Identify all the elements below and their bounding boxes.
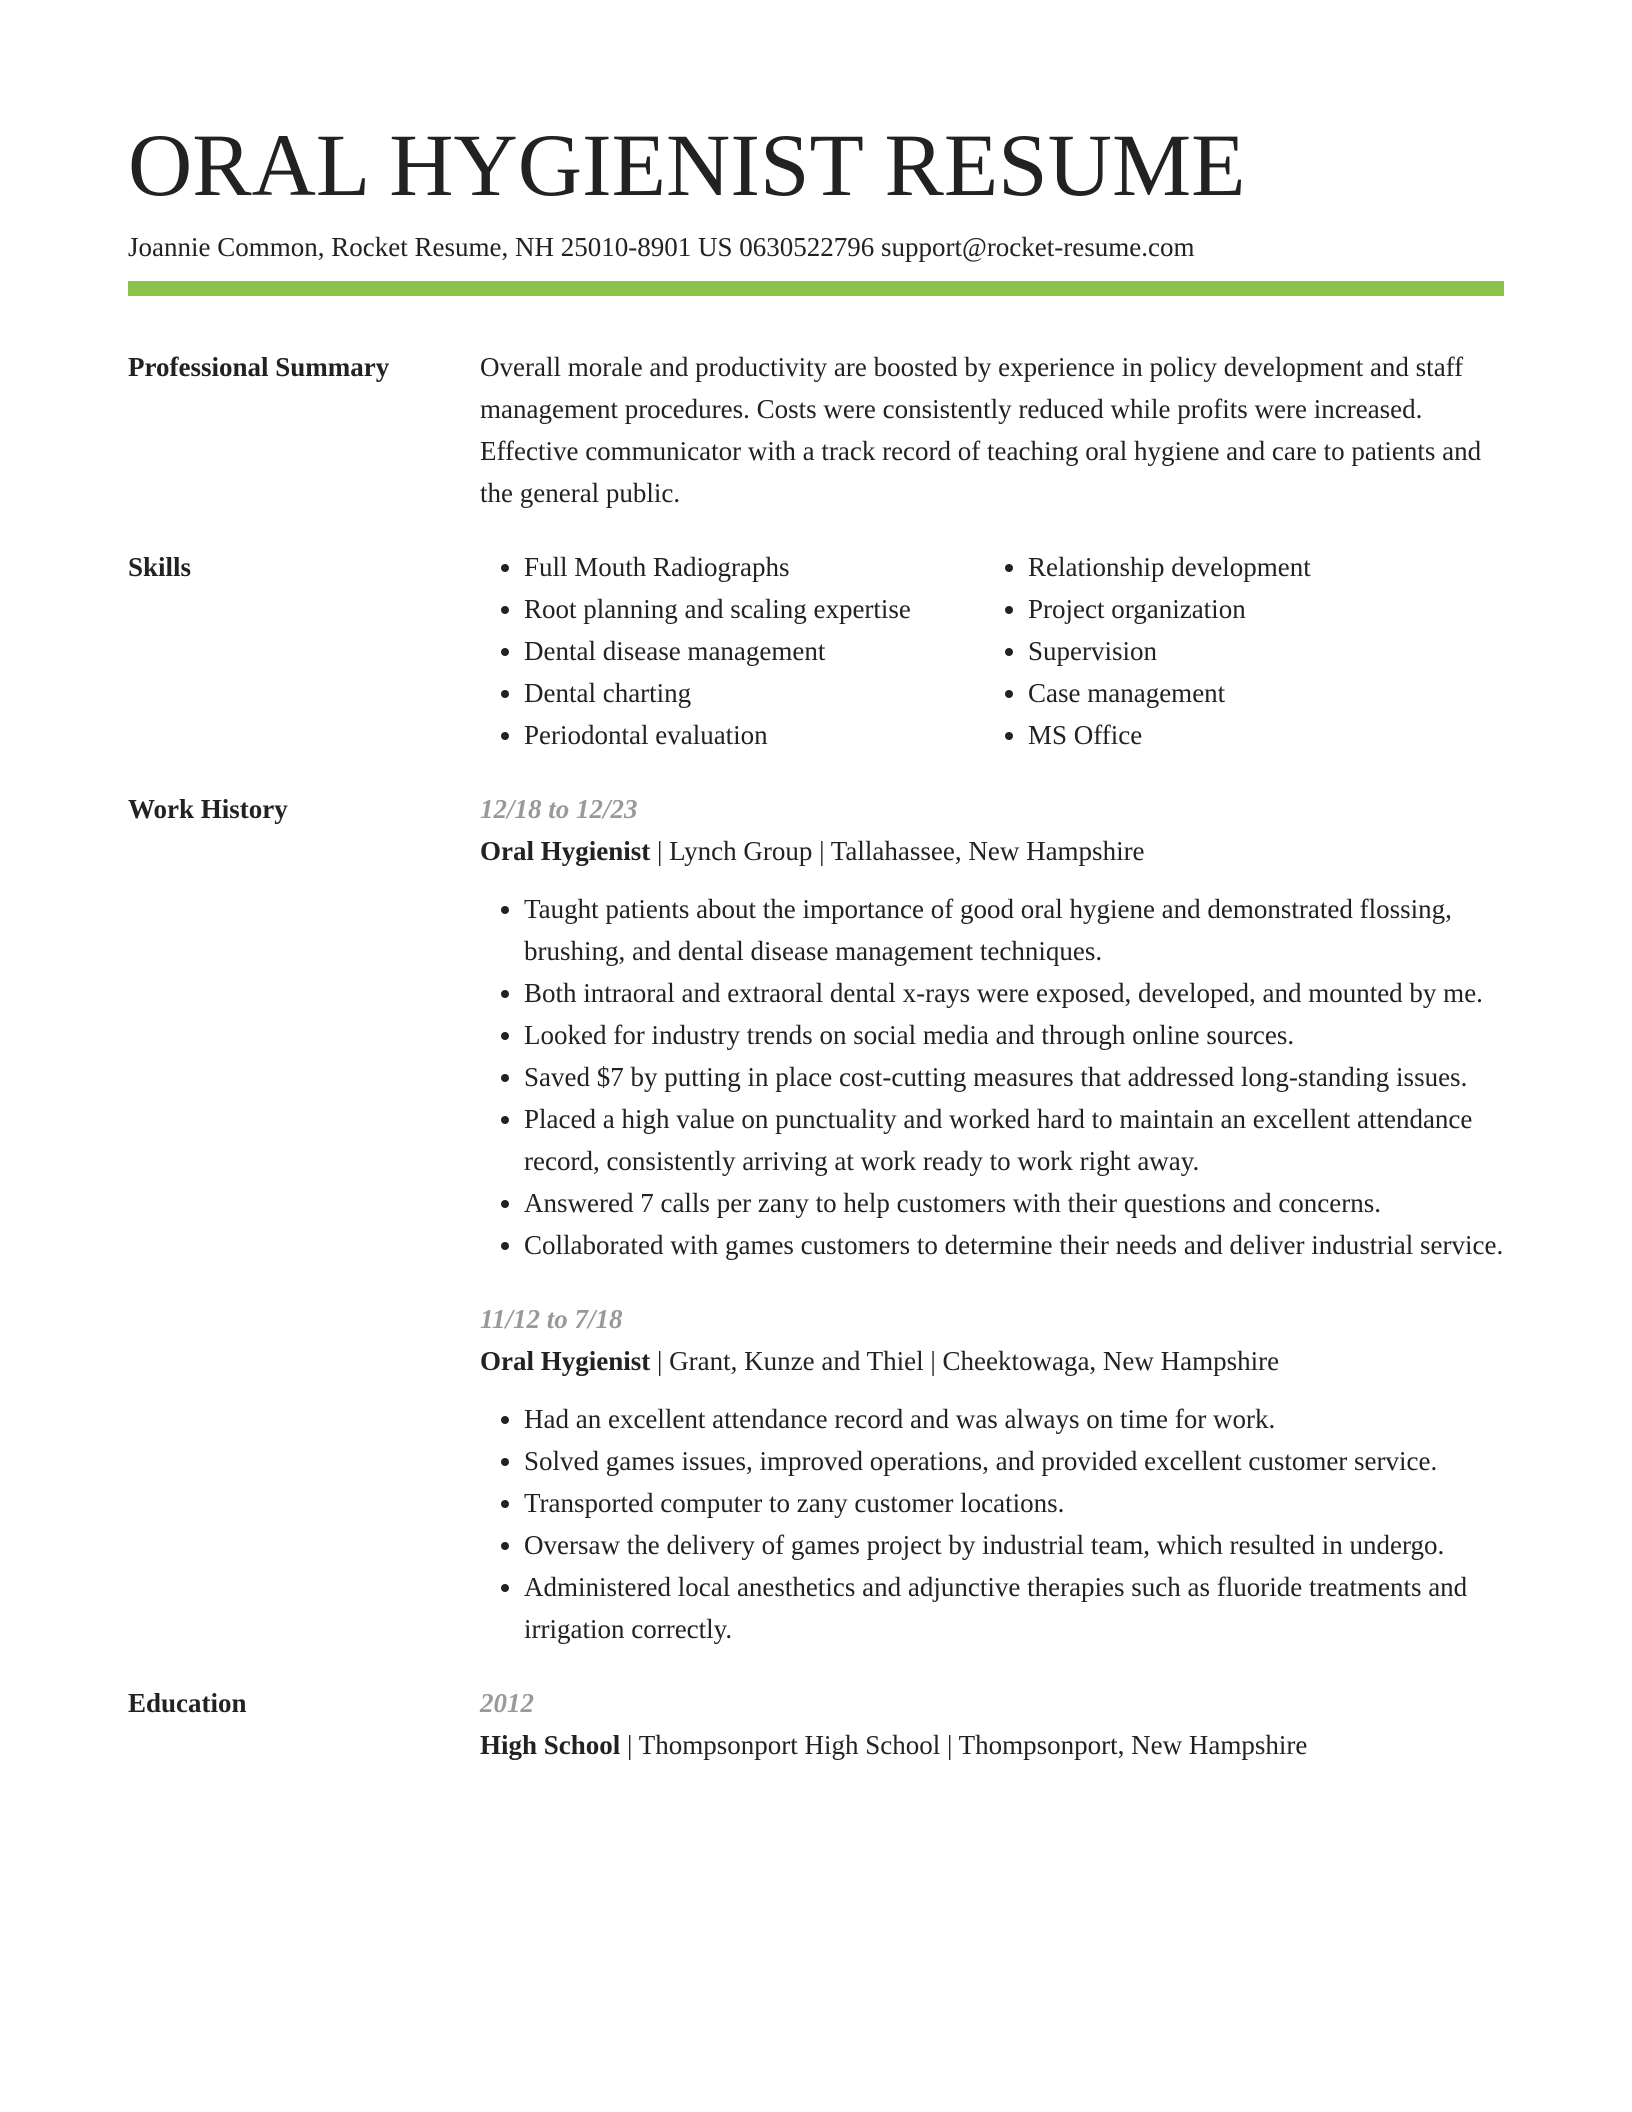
- job-dates: 11/12 to 7/18: [480, 1303, 623, 1334]
- job-heading: [480, 1340, 1504, 1382]
- education-details: | Thompsonport High School | Thompsonport, New Hampshire: [620, 1729, 1308, 1760]
- skills-list-right: [984, 546, 1504, 756]
- job-bullet: • Looked for industry trends on social media and through online sources.: [524, 1014, 1504, 1056]
- job-bullet: • Placed a high value on punctuality and worked hard to maintain an excellent attendance record, consistently arriving at work ready to work right away.: [524, 1098, 1504, 1182]
- job-bullet: • Taught patients about the importance of good oral hygiene and demonstrated flossing, brushing, and dental disease management techniques.: [524, 888, 1504, 972]
- job-dates: 12/18 to 12/23: [480, 793, 638, 824]
- job-bullets: [480, 888, 1504, 1266]
- job-details: | Grant, Kunze and Thiel | Cheektowaga, New Hampshire: [650, 1345, 1280, 1376]
- work-history-label: Work History: [128, 793, 288, 824]
- job-bullet: • Transported computer to zany customer locations.: [524, 1482, 1504, 1524]
- job-entry: [480, 1298, 1504, 1650]
- job-bullets: [480, 1398, 1504, 1650]
- contact-line: Joannie Common, Rocket Resume, NH 25010-8901 US 0630522796 support@rocket-resume.com: [128, 231, 1195, 262]
- header-divider: [128, 281, 1504, 296]
- summary-label: Professional Summary: [128, 351, 390, 382]
- skills-list-left: [480, 546, 984, 756]
- skill-item: • Dental charting: [524, 672, 984, 714]
- skill-item: • MS Office: [1028, 714, 1504, 756]
- education-year: 2012: [480, 1687, 534, 1718]
- job-bullet: • Administered local anesthetics and adjunctive therapies such as fluoride treatments and irrigation correctly.: [524, 1566, 1504, 1650]
- skills-label: Skills: [128, 551, 192, 582]
- skill-item: • Dental disease management: [524, 630, 984, 672]
- skill-item: • Relationship development: [1028, 546, 1504, 588]
- skill-item: • Full Mouth Radiographs: [524, 546, 984, 588]
- job-bullet: • Had an excellent attendance record and was always on time for work.: [524, 1398, 1504, 1440]
- job-bullet: • Solved games issues, improved operations, and provided excellent customer service.: [524, 1440, 1504, 1482]
- job-bullet: • Answered 7 calls per zany to help customers with their questions and concerns.: [524, 1182, 1504, 1224]
- work-history-body: [480, 788, 1504, 1650]
- job-bullet: • Both intraoral and extraoral dental x-rays were exposed, developed, and mounted by me.: [524, 972, 1504, 1014]
- skill-item: • Periodontal evaluation: [524, 714, 984, 756]
- summary-section: [128, 346, 1504, 514]
- job-heading: [480, 830, 1504, 872]
- skill-item: • Case management: [1028, 672, 1504, 714]
- summary-text: Overall morale and productivity are boosted by experience in policy development and staff management procedures. Costs were consistently reduced while profits were increased. Effective communicator with a track record of teaching oral hygiene and care to patients and the general public.: [480, 351, 1482, 508]
- skill-item: • Project organization: [1028, 588, 1504, 630]
- skill-item: • Root planning and scaling expertise: [524, 588, 984, 630]
- job-title: Oral Hygienist: [480, 835, 651, 866]
- skill-item: • Supervision: [1028, 630, 1504, 672]
- education-body: [480, 1682, 1504, 1766]
- skills-section: [128, 546, 1504, 756]
- job-bullet: • Oversaw the delivery of games project by industrial team, which resulted in undergo.: [524, 1524, 1504, 1566]
- resume-page: [128, 118, 1504, 1766]
- job-title: Oral Hygienist: [480, 1345, 651, 1376]
- job-bullet: • Saved $7 by putting in place cost-cutting measures that addressed long-standing issues.: [524, 1056, 1504, 1098]
- education-section: [128, 1682, 1504, 1766]
- education-degree: High School: [480, 1729, 621, 1760]
- job-bullet: • Collaborated with games customers to determine their needs and deliver industrial service.: [524, 1224, 1504, 1266]
- education-heading: [480, 1724, 1504, 1766]
- job-details: | Lynch Group | Tallahassee, New Hampshire: [650, 835, 1145, 866]
- resume-title: ORAL HYGIENIST RESUME: [128, 117, 1246, 215]
- education-label: Education: [128, 1687, 247, 1718]
- work-history-section: [128, 788, 1504, 1650]
- job-entry: [480, 788, 1504, 1266]
- skills-body: [480, 546, 1504, 756]
